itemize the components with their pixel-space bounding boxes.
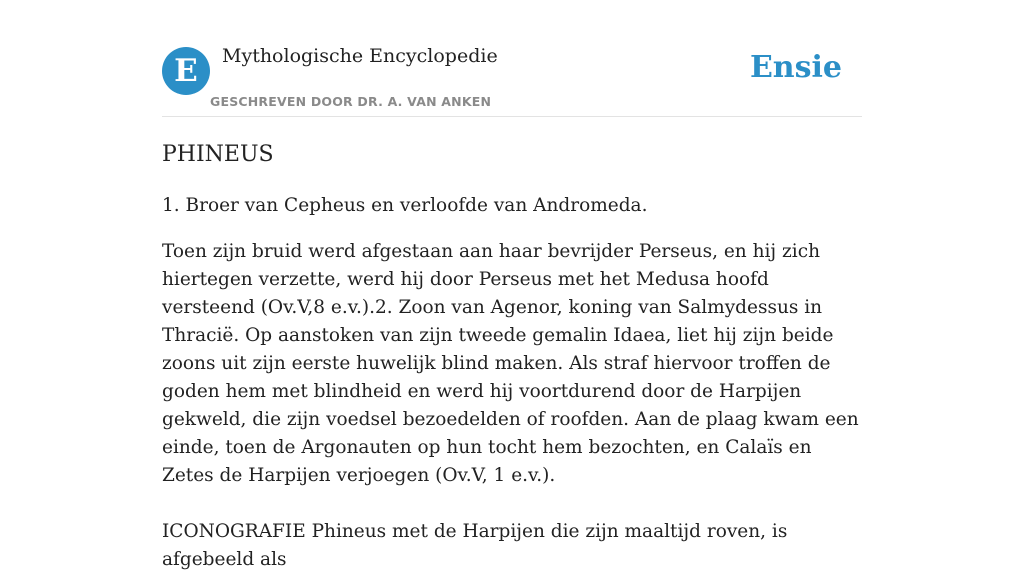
article-body: [162, 136, 862, 574]
article-paragraph: Toen zijn bruid werd afgestaan aan haar bevrijder Perseus, en hij zich hiertegen verzette, werd hij door Perseus met het Medusa hoofd versteend (Ov.V,8 e.v.).2. Zoon van Agenor, koning van Salmydessus in Thracië. Op aanstoken van zijn tweede gemalin Idaea, liet hij zijn beide zoons uit zijn eerste huwelijk blind maken. Als straf hiervoor troffen de goden hem met blindheid en werd hij voortdurend door de Harpijen gekweld, die zijn voedsel bezoedelden of roofden. Aan de plaag kwam een einde, toen de Argonauten op hun tocht hem bezochten, en Calaïs en Zetes de Harpijen verjoegen (Ov.V, 1 e.v.).: [162, 241, 859, 486]
publication-title[interactable]: Mythologische Encyclopedie: [222, 45, 498, 67]
ensie-logo-icon[interactable]: E: [162, 47, 210, 95]
article-headword: PHINEUS: [162, 142, 274, 167]
article-paragraph: ICONOGRAFIE Phineus met de Harpijen die zijn maaltijd roven, is afgebeeld als: [162, 521, 788, 570]
ensie-brand-logo[interactable]: Ensie: [749, 50, 842, 85]
site-header: [162, 0, 862, 117]
author-byline: GESCHREVEN DOOR DR. A. VAN ANKEN: [210, 94, 492, 109]
article-paragraph: 1. Broer van Cepheus en verloofde van Andromeda.: [162, 195, 648, 216]
